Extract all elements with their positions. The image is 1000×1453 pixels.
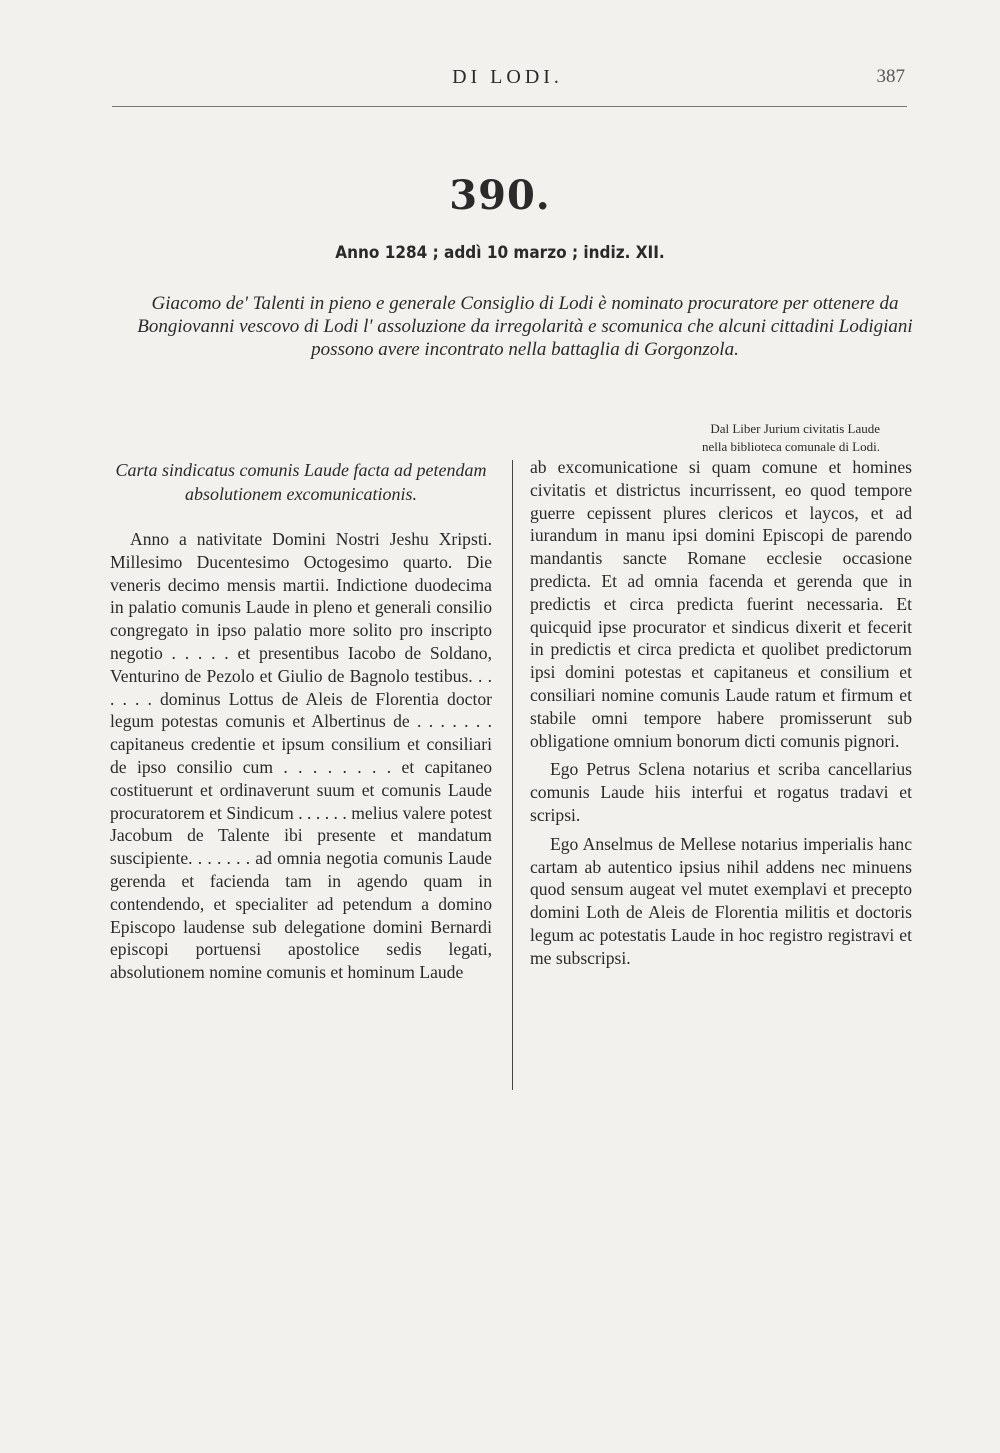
document-number: 390. [449, 172, 551, 219]
running-head [110, 66, 905, 96]
date-line: Anno 1284 ; addì 10 marzo ; indiz. XII. [335, 243, 665, 263]
notary-subscription-2: Ego Anselmus de Mellese notarius imperialis hanc cartam ab autentico ipsius nihil addens nec minuens quod sensum augeat vel mutet exemplavi et precepto domini Loth de Aleis de Florentia militis et doctoris legum ac potestatis Laude in hoc registro registravi et me subscripsi. [530, 833, 912, 968]
header-rule [112, 106, 907, 107]
right-column [530, 456, 912, 970]
left-column-text: Anno a nativitate Domini Nostri Jeshu Xripsti. Millesimo Ducentesimo Octogesimo quarto. Die veneris decimo mensis martii. Indictione duodecima in palatio comunis Laude in pleno et generali consilio congregato in ipso palatio more solito pro inscripto negotio . . . . . et presentibus Iacobo de Soldano, Venturino de Pezolo et Giulio de Bagnolo testibus. . . . . . . dominus Lottus de Aleis de Florentia doctor legum potestas comunis et Albertinus de . . . . . . . capitaneus credentie et ipsum consilium et consiliari de ipso consilio cum . . . . . . . . et capitaneo costituerunt et ordinaverunt suum et comunis Laude procuratorem et Sindicum . . . . . . melius valere potest Jacobum de Talente ibi presente et mandatum suscipiente. . . . . . . ad omnia negotia comunis Laude gerenda et facienda tam in agendo quam in contendendo, et specialiter ad petendum a domino Episcopo laudense sub delegatione domini Bernardi episcopi portuensi apostolice sedis legati, absolutionem nomine comunis et hominum Laude [110, 529, 492, 983]
document-summary: Giacomo de' Talenti in pieno e generale Consiglio di Lodi è nominato procuratore per ottenere da Bongiovanni vescovo di Lodi l' assoluzione da irregolarità e scomunica che alcuni cittadini Lodigiani possono avere incontrato nella battaglia di Gorgonzola. [137, 293, 913, 360]
left-column [110, 458, 492, 984]
column-divider [512, 460, 513, 1090]
source-line-1: Dal Liber Jurium civitatis Laude [710, 421, 880, 436]
right-column-text: ab excomunicatione si quam comune et homines civitatis et districtus incurrissent, eo quod tempore guerre cepissent plures clericos et laycos, et ad iurandum in manu ipsi domini Episcopi de parendo mandantis sancte Romane ecclesie occasione predicta. Et ad omnia facenda et gerenda que in predictis et circa predicta fuerint necessaria. Et quicquid ipse procurator et sindicus dixerit et fecerit in predictis et circa predicta et quolibet predictorum ipsi domini potestas et capitaneus et consilium et consiliari nomine comunis Laude ratum et firmum et stabile omni tempore habere promisserunt sub obligatione omnium bonorum dicti comunis pignori. [530, 457, 912, 751]
page-number: 387 [876, 66, 905, 87]
charter-title: Carta sindicatus comunis Laude facta ad petendam absolutionem excomunicationis. [115, 460, 487, 504]
source-note [560, 420, 880, 456]
running-title: DI LODI. [452, 66, 563, 88]
notary-subscription-1: Ego Petrus Sclena notarius et scriba cancellarius comunis Laude hiis interfui et rogatus tradavi et scripsi. [530, 759, 912, 825]
source-line-2: nella biblioteca comunale di Lodi. [702, 439, 880, 454]
